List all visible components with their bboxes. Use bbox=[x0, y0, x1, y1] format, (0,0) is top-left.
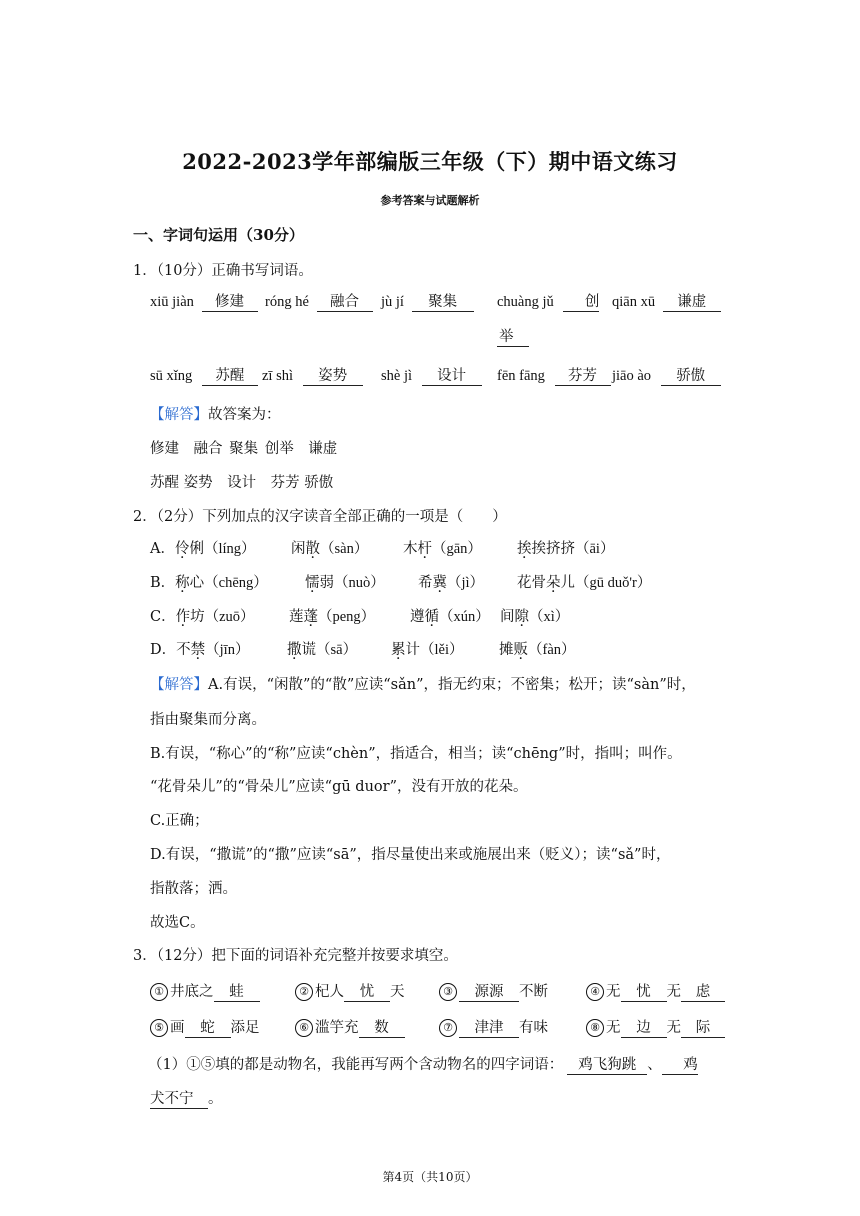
solution-tag: 【解答】 bbox=[150, 407, 208, 423]
answer-blank: 举 bbox=[497, 329, 529, 347]
q2-option-a bbox=[150, 537, 256, 558]
q3-item-3 bbox=[439, 980, 548, 1002]
number-circle: ⑤ bbox=[150, 1019, 168, 1037]
option-text: （fàn） bbox=[528, 642, 576, 658]
q2-option-d-4 bbox=[499, 638, 576, 659]
q1-row2-item2 bbox=[262, 368, 363, 386]
option-text: （gū duǒ'r） bbox=[575, 575, 652, 591]
q1-solution bbox=[150, 403, 281, 424]
option-text: 摊 bbox=[499, 642, 514, 658]
answer-blank: 芬芳 bbox=[555, 368, 611, 386]
dotted-char: 蓬 bbox=[303, 609, 318, 625]
number-circle: ③ bbox=[439, 983, 457, 1001]
option-label: D． bbox=[150, 642, 177, 658]
answer-blank: 姿势 bbox=[303, 368, 363, 386]
section-heading: 一、字词句运用（30分） bbox=[133, 226, 304, 244]
pinyin: zī shì bbox=[262, 368, 294, 384]
answer-blank: 鸡飞狗跳 bbox=[567, 1057, 647, 1075]
option-text: 莲 bbox=[289, 609, 304, 625]
dotted-char: 循 bbox=[424, 609, 439, 625]
answer-blank: 虑 bbox=[681, 984, 725, 1002]
q1-stem: 1．（10分）正确书写词语。 bbox=[133, 263, 313, 279]
answer-blank: 数 bbox=[359, 1020, 405, 1038]
q3-item-5 bbox=[150, 1016, 260, 1038]
idiom-text: 添足 bbox=[230, 1020, 260, 1036]
page-title: 2022-2023学年部编版三年级（下）期中语文练习 bbox=[182, 149, 678, 174]
option-text: 遵 bbox=[410, 609, 425, 625]
option-text: 希 bbox=[418, 575, 433, 591]
q1-row1 bbox=[150, 294, 258, 312]
option-text: 木 bbox=[403, 541, 418, 557]
q2-option-c bbox=[150, 605, 255, 626]
solution-tag: 【解答】 bbox=[150, 677, 208, 693]
q2-solution-b: B.有误，“称心”的“称”应读“chèn”，指适合，相当；读“chēng”时，指叫；叫作。 bbox=[150, 746, 682, 762]
q2-option-c-4 bbox=[500, 605, 569, 626]
number-circle: ② bbox=[295, 983, 313, 1001]
pinyin: róng hé bbox=[265, 294, 309, 310]
option-label: B． bbox=[150, 575, 176, 591]
option-text: 谎（sā） bbox=[301, 642, 358, 658]
q1-row2-item1 bbox=[150, 368, 258, 386]
q2-option-d-2 bbox=[287, 638, 357, 659]
q2-option-d bbox=[150, 638, 249, 659]
idiom-text: 杞人 bbox=[315, 984, 344, 1000]
q2-option-c-3 bbox=[410, 605, 490, 626]
q2-option-d-3 bbox=[391, 638, 464, 659]
idiom-text: 无 bbox=[606, 984, 621, 1000]
pinyin: shè jì bbox=[381, 368, 413, 384]
dotted-char: 贩 bbox=[513, 642, 528, 658]
option-text: （xì） bbox=[529, 609, 570, 625]
page-footer: 第4页（共10页） bbox=[382, 1170, 478, 1184]
option-text: 挨挤挤（āi） bbox=[531, 541, 615, 557]
option-text: （xún） bbox=[439, 609, 490, 625]
q1-row2-item3 bbox=[381, 368, 482, 386]
dotted-char: 作 bbox=[175, 609, 191, 625]
dotted-char: 散 bbox=[305, 541, 320, 557]
answer-blank: 蛇 bbox=[185, 1020, 231, 1038]
pinyin: sū xǐng bbox=[150, 368, 193, 384]
option-text: （jì） bbox=[447, 575, 485, 591]
q3-item-1 bbox=[150, 980, 260, 1002]
separator: 、 bbox=[647, 1057, 662, 1073]
solution-text: 故答案为： bbox=[208, 407, 281, 423]
q1-row2-item5 bbox=[612, 368, 721, 386]
idiom-text: 不断 bbox=[519, 984, 548, 1000]
dotted-char: 撒 bbox=[287, 642, 302, 658]
answer-blank: 边 bbox=[621, 1020, 667, 1038]
option-text: （gān） bbox=[432, 541, 482, 557]
q3-item-7 bbox=[439, 1016, 548, 1038]
dotted-char: 骨朵儿 bbox=[531, 575, 575, 591]
q2-option-a-2 bbox=[291, 537, 368, 558]
q1-row1-item5 bbox=[612, 294, 721, 312]
q2-solution-d: D.有误，“撒谎”的“撒”应读“sā”，指尽量使出来或施展出来（贬义）；读“sǎ”时， bbox=[150, 847, 671, 863]
number-circle: ④ bbox=[586, 983, 604, 1001]
dotted-char: 累 bbox=[391, 642, 406, 658]
dotted-char: 伶 bbox=[174, 541, 190, 557]
q1-row2-item4 bbox=[497, 368, 611, 386]
q3-item-2 bbox=[295, 980, 405, 1002]
answer-blank: 源源 bbox=[459, 984, 519, 1002]
q2-choice: 故选C。 bbox=[150, 915, 205, 931]
q2-option-b bbox=[150, 571, 268, 592]
page-subtitle: 参考答案与试题解析 bbox=[380, 194, 480, 207]
number-circle: ⑧ bbox=[586, 1019, 604, 1037]
answer-blank: 忧 bbox=[621, 984, 667, 1002]
option-text: 闲 bbox=[291, 541, 306, 557]
q2-solution-a2: 指由聚集而分离。 bbox=[150, 712, 266, 728]
option-text: （jīn） bbox=[205, 642, 250, 658]
option-text: （sàn） bbox=[320, 541, 369, 557]
answer-blank: 际 bbox=[681, 1020, 725, 1038]
q3-sub1 bbox=[148, 1053, 698, 1075]
number-circle: ⑥ bbox=[295, 1019, 313, 1037]
answer-blank: 聚集 bbox=[412, 294, 474, 312]
dotted-char: 懦 bbox=[305, 575, 320, 591]
number-circle: ⑦ bbox=[439, 1019, 457, 1037]
q2-option-c-2 bbox=[289, 605, 375, 626]
idiom-text: 有味 bbox=[519, 1020, 548, 1036]
period: 。 bbox=[208, 1091, 223, 1107]
idiom-text: 画 bbox=[170, 1020, 185, 1036]
pinyin: jiāo ào bbox=[612, 368, 652, 384]
answer-blank: 津津 bbox=[459, 1020, 519, 1038]
q2-solution-d2: 指散落；洒。 bbox=[150, 881, 237, 897]
answer-blank: 犬不宁 bbox=[150, 1091, 208, 1109]
pinyin: chuàng jǔ bbox=[497, 294, 554, 310]
q2-solution-a bbox=[150, 673, 696, 694]
answer-blank: 设计 bbox=[422, 368, 482, 386]
q1-row1-wrap bbox=[497, 329, 529, 347]
option-text: 间 bbox=[500, 609, 515, 625]
dotted-char: 挨 bbox=[517, 541, 532, 557]
pinyin: xiū jiàn bbox=[150, 294, 194, 310]
q3-item-4 bbox=[586, 980, 725, 1002]
pinyin: qiān xū bbox=[612, 294, 656, 310]
q1-row1-item2 bbox=[265, 294, 373, 312]
q1-row1-item3 bbox=[381, 294, 474, 312]
q2-solution-c: C.正确； bbox=[150, 813, 209, 829]
answer-blank: 蛙 bbox=[214, 984, 260, 1002]
idiom-text: 无 bbox=[666, 1020, 681, 1036]
q2-stem: 2．（2分）下列加点的汉字读音全部正确的一项是（ ） bbox=[133, 509, 507, 525]
q3-stem: 3．（12分）把下面的词语补充完整并按要求填空。 bbox=[133, 948, 458, 964]
option-text: 心（chēng） bbox=[189, 575, 268, 591]
answer-blank: 创 bbox=[563, 294, 599, 312]
pinyin: fēn fāng bbox=[497, 368, 545, 384]
q1-answer-line2: 苏醒 姿势 设计 芬芳 骄傲 bbox=[150, 475, 334, 491]
answer-blank: 骄傲 bbox=[661, 368, 721, 386]
option-text: 弱（nuò） bbox=[319, 575, 385, 591]
option-text: 计（lěi） bbox=[405, 642, 464, 658]
option-label: A． bbox=[150, 541, 175, 557]
question-text: （1）①⑤填的都是动物名，我能再写两个含动物名的四字词语： bbox=[148, 1057, 564, 1073]
pinyin: jù jí bbox=[381, 294, 404, 310]
q1-answer-line1: 修建 融合 聚集 创举 谦虚 bbox=[150, 441, 338, 457]
idiom-text: 井底之 bbox=[170, 984, 214, 1000]
dotted-char: 禁 bbox=[190, 642, 206, 658]
answer-blank: 忧 bbox=[344, 984, 390, 1002]
answer-blank: 融合 bbox=[317, 294, 373, 312]
idiom-text: 天 bbox=[390, 984, 405, 1000]
dotted-char: 隙 bbox=[514, 609, 529, 625]
option-label: C． bbox=[150, 609, 176, 625]
q3-item-8 bbox=[586, 1016, 725, 1038]
q3-sub1-wrap bbox=[150, 1087, 223, 1109]
option-text: 不 bbox=[176, 642, 191, 658]
idiom-text: 无 bbox=[606, 1020, 621, 1036]
idiom-text: 滥竽充 bbox=[315, 1020, 359, 1036]
dotted-char: 称 bbox=[175, 575, 190, 591]
dotted-char: 杆 bbox=[417, 541, 432, 557]
option-text: 花 bbox=[517, 575, 532, 591]
answer-blank: 修建 bbox=[202, 294, 258, 312]
answer-blank: 苏醒 bbox=[202, 368, 258, 386]
option-text: 坊（zuō） bbox=[190, 609, 255, 625]
q2-option-b-4 bbox=[517, 571, 651, 592]
solution-text: A.有误，“闲散”的“散”应读“sǎn”，指无约束；不密集；松开；读“sàn”时， bbox=[208, 677, 696, 693]
q2-option-b-2 bbox=[305, 571, 385, 592]
q2-option-b-3 bbox=[418, 571, 484, 592]
q2-solution-b2: “花骨朵儿”的“骨朵儿”应读“gū duor”，没有开放的花朵。 bbox=[150, 779, 528, 795]
dotted-char: 冀 bbox=[432, 575, 447, 591]
q2-option-a-4 bbox=[517, 537, 614, 558]
option-text: （peng） bbox=[318, 609, 376, 625]
q2-option-a-3 bbox=[403, 537, 482, 558]
q1-row1-item4 bbox=[497, 294, 599, 312]
answer-blank: 谦虚 bbox=[663, 294, 721, 312]
answer-blank: 鸡 bbox=[662, 1057, 698, 1075]
q3-item-6 bbox=[295, 1016, 405, 1038]
option-text: 俐（líng） bbox=[189, 541, 256, 557]
idiom-text: 无 bbox=[666, 984, 681, 1000]
number-circle: ① bbox=[150, 983, 168, 1001]
